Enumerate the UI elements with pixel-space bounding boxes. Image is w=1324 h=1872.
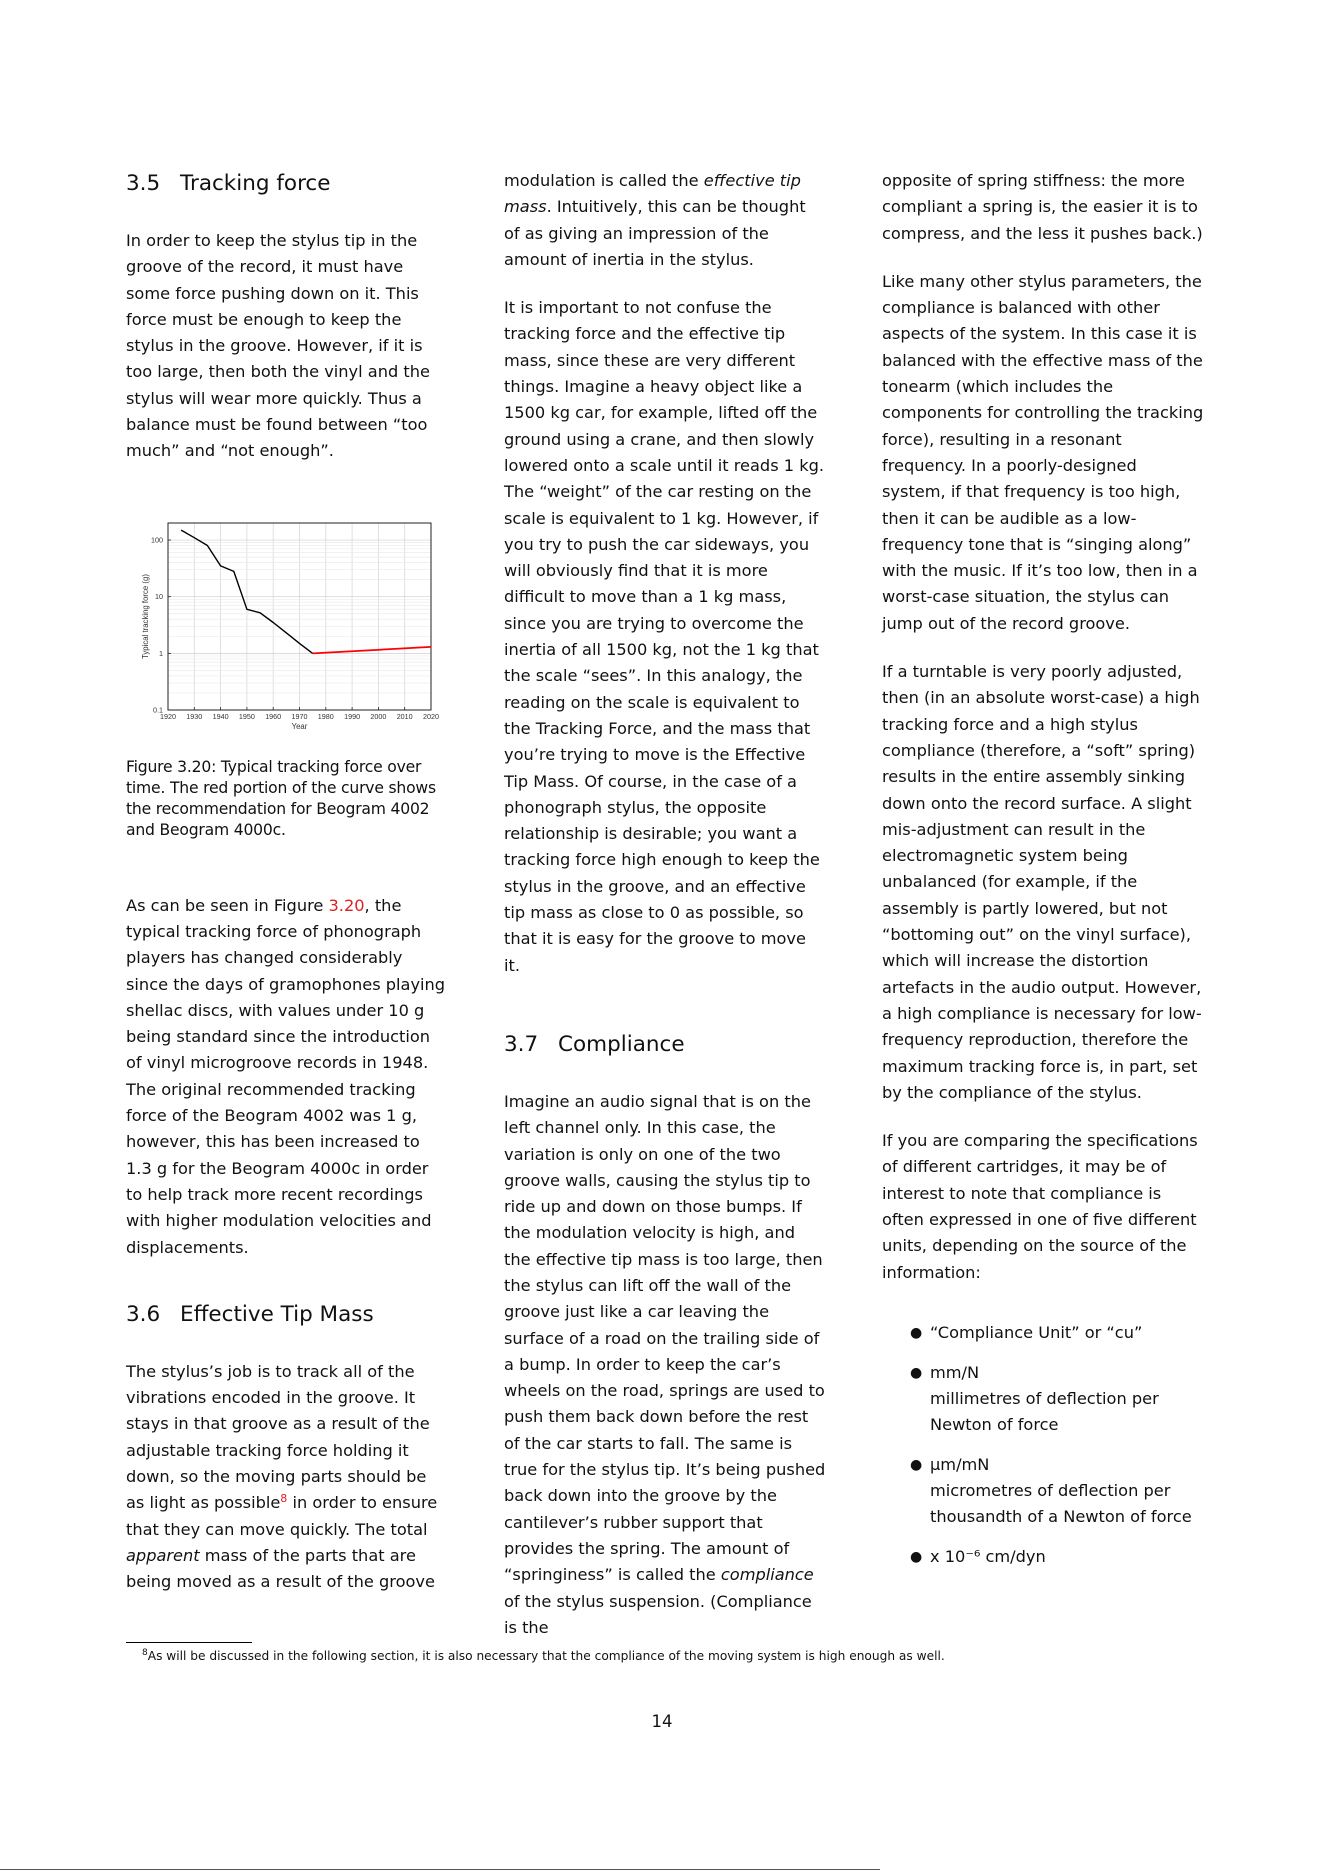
bullet-icon: ● [910, 1364, 923, 1381]
x-tick-label: 2010 [396, 711, 413, 721]
bottom-border-line [0, 1869, 880, 1870]
paragraph-effective-tip-mass-continued: modulation is called the effective tip mass. Intuitively, this can be thought of as giving an impression of the amount of inertia in the stylus. [504, 171, 806, 269]
x-tick-label: 1960 [265, 711, 282, 721]
x-tick-label: 2020 [423, 711, 439, 721]
section-heading-effective-tip-mass: 3.6 Effective Tip Mass [126, 1301, 374, 1327]
column-1 [126, 170, 448, 1611]
section-heading-tracking-force: 3.5 Tracking force [126, 171, 331, 196]
footnote: $^8$As will be discussed in the following section, it is also necessary that the compliance of the moving system is high enough as well. [142, 1648, 945, 1663]
paragraph-compliance-balance: Like many other stylus parameters, the compliance is balanced with other aspects of the system. In this case it is balanced with the effective mass of the tonearm (which includes the components for controlling the tracking force), resulting in a resonant frequency. In a poorly-designed system, if that frequency is too high, then it can be audible as a low-frequency tone that is “singing along” with the music. If it’s too low, then in a worst-case situation, the stylus can jump out of the record groove. [882, 271, 1204, 633]
paragraph-compliance-continued: opposite of spring stiffness: the more compliant a spring is, the easier it is to compress, and the less it pushes back.) [882, 171, 1203, 243]
figure-tracking-force [126, 511, 448, 739]
paragraph-compliance-misadjustment: If a turntable is very poorly adjusted, then (in an absolute worst-case) a high tracking force and a high stylus compliance (therefore, a “soft” spring) results in the entire assembly sinking down onto the record surface. A slight mis-adjustment can result in the electromagnetic system being unbalanced (for example, if the assembly is partly lowered, but not “bottoming out” on the vinyl surface), which will increase the distortion artefacts in the audio output. However, a high compliance is necessary for low-frequency reproduction, therefore the maximum tracking force is, in part, set by the compliance of the stylus. [882, 662, 1202, 1102]
bullet-icon: ● [910, 1548, 923, 1565]
x-tick-label: 1980 [317, 711, 334, 721]
bullet-icon: ● [910, 1324, 923, 1341]
column-3 [882, 170, 1204, 1584]
list-item: ● mm/N millimetres of deflection per Newton of force [882, 1360, 1204, 1438]
x-tick-label: 1920 [160, 711, 176, 721]
tracking-force-chart [126, 511, 448, 735]
figure-caption: Figure 3.20: Typical tracking force over time. The red portion of the curve shows the recommendation for Beogram 4002 and Beogram 4000c. [126, 757, 436, 839]
bullet-icon: ● [910, 1456, 923, 1473]
paragraph-tracking-force-intro: In order to keep the stylus tip in the groove of the record, it must have some force pushing down on it. This force must be enough to keep the stylus in the groove. However, if it is too large, then both the vinyl and the stylus will wear more quickly. Thus a balance must be found between “too much” and “not enough”. [126, 231, 430, 461]
y-tick-label: 1 [159, 648, 163, 658]
compliance-units-list [882, 1320, 1204, 1570]
x-tick-label: 1940 [212, 711, 229, 721]
list-item: ● x 10⁻⁶ cm/dyn [882, 1544, 1204, 1570]
x-tick-label: 1990 [344, 711, 361, 721]
x-tick-label: 2000 [370, 711, 387, 721]
x-tick-label: 1930 [186, 711, 203, 721]
y-tick-label: 10 [155, 591, 163, 601]
paragraph-compliance-intro: Imagine an audio signal that is on the left channel only. In this case, the variation is only on one of the two groove walls, causing the stylus tip to ride up and down on those bumps. If the modulation velocity is high, and the effective tip mass is too large, then the stylus can lift off the wall of the groove just like a car leaving the surface of a road on the trailing side of a bump. In order to keep the car’s wheels on the road, springs are used to push them back down before the rest of the car starts to fall. The same is true for the stylus tip. It’s being pushed back down into the groove by the cantilever’s rubber support that provides the spring. The amount of “springiness” is called the compliance of the stylus suspension. (Compliance is the [504, 1091, 826, 1637]
paragraph-effective-tip-mass-intro: The stylus’s job is to track all of the vibrations encoded in the groove. It stays in that groove as a result of the adjustable tracking force holding it down, so the moving parts should be as light as possible$^8$ in order to ensure that they can move quickly. The total apparent mass of the parts that are being moved as a result of the groove [126, 1361, 438, 1592]
x-tick-label: 1970 [291, 711, 308, 721]
footnote-marker[interactable]: 8 [280, 1492, 288, 1506]
y-axis-label: Typical tracking force (g) [141, 573, 150, 659]
figure-reference-link[interactable]: 3.20 [328, 895, 365, 915]
list-item: ● μm/mN micrometres of deflection per thousandth of a Newton of force [882, 1452, 1204, 1530]
column-2 [504, 170, 826, 1656]
footnote-rule [126, 1642, 252, 1643]
page-number: 14 [651, 1712, 673, 1731]
paragraph-tracking-force-history: As can be seen in Figure 3.20, the typical tracking force of phonograph players has changed considerably since the days of gramophones playing shellac discs, with values under 10 g being standard since the introduction of vinyl microgroove records in 1948. The original recommended tracking force of the Beogram 4002 was 1 g, however, this has been increased to 1.3 g for the Beogram 4000c in order to help track more recent recordings with higher modulation velocities and displacements. [126, 895, 446, 1257]
x-axis-label: Year [291, 721, 308, 731]
x-tick-label: 1950 [238, 711, 255, 721]
y-tick-label: 100 [151, 535, 163, 545]
list-item: ● “Compliance Unit” or “cu” [882, 1320, 1204, 1346]
paragraph-compliance-units: If you are comparing the specifications of different cartridges, it may be of interest to note that compliance is often expressed in one of five different units, depending on the source of the information: [882, 1131, 1198, 1282]
series-line-recommendation [313, 647, 431, 654]
y-tick-label: 0.1 [153, 705, 163, 715]
paragraph-tip-mass-analogy: It is important to not confuse the tracking force and the effective tip mass, since these are very different things. Imagine a heavy object like a 1500 kg car, for example, lifted off the ground using a crane, and then slowly lowered onto a scale until it reads 1 kg. The “weight” of the car resting on the scale is equivalent to 1 kg. However, if you try to push the car sideways, you will obviously find that it is more difficult to move than a 1 kg mass, since you are trying to overcome the inertia of all 1500 kg, not the 1 kg that the scale “sees”. In this analogy, the reading on the scale is equivalent to the Tracking Force, and the mass that you’re trying to move is the Effective Tip Mass. Of course, in the case of a phonograph stylus, the opposite relationship is desirable; you want a tracking force high enough to keep the stylus in the groove, and an effective tip mass as close to 0 as possible, so that it is easy for the groove to move it. [504, 298, 825, 975]
section-heading-compliance: 3.7 Compliance [504, 1031, 685, 1057]
